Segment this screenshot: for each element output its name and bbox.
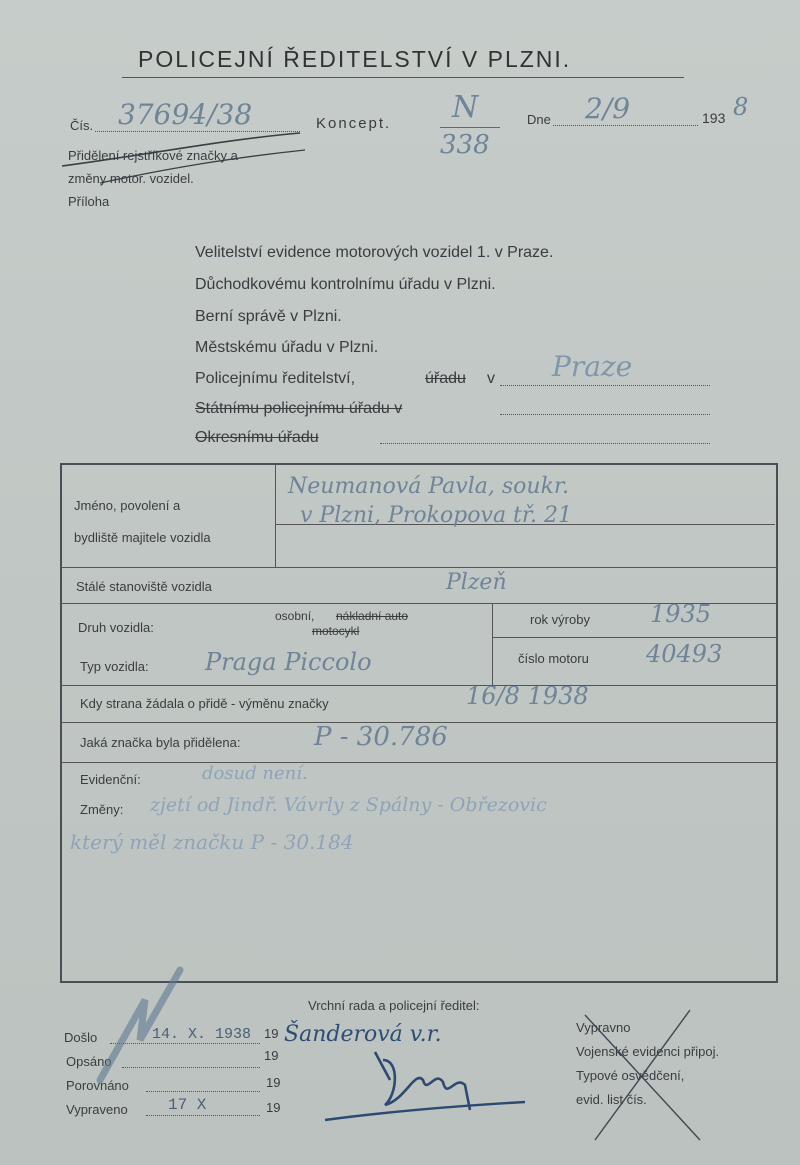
plate-value: P - 30.786 [314, 722, 448, 752]
motor-value: 40493 [646, 640, 723, 668]
porovnano-label: Porovnáno [66, 1078, 129, 1093]
recipient-police-v: v [487, 370, 495, 387]
vypraveno-line [146, 1115, 260, 1116]
vypraveno-value: 17 X [168, 1096, 207, 1114]
request-value: 16/8 1938 [466, 682, 589, 710]
cross-out-mark [575, 1005, 715, 1145]
form-row-divider-6 [60, 762, 778, 763]
signatory-label: Vrchní rada a policejní ředitel: [308, 998, 480, 1013]
dne-line [553, 125, 698, 126]
owner-value-1: Neumanová Pavla, soukr. [288, 474, 569, 499]
subject-pen-stroke [60, 128, 310, 188]
model-value: Praga Piccolo [205, 648, 372, 676]
doslo-label: Došlo [64, 1030, 98, 1045]
blue-pencil-mark [70, 960, 190, 1090]
subject-line-2: změny motor. vozidel. [68, 171, 194, 186]
recipient-3: Berní správě v Plzni. [195, 308, 342, 325]
recipient-1: Velitelství evidence motorových vozidel 1. v Praze. [195, 244, 554, 261]
koncept-divider [440, 127, 500, 128]
vypraveno-label: Vypraveno [66, 1102, 128, 1117]
cis-label: Čís. [70, 118, 94, 133]
porovnano-year: 19 [266, 1075, 281, 1090]
type-opt2: motocykl [312, 624, 360, 638]
changes-label: Změny: [80, 802, 124, 817]
recipient-police-value: Praze [552, 350, 633, 383]
evidence-label: Evidenční: [80, 772, 141, 787]
form-row-divider-4 [60, 685, 778, 686]
plate-label: Jaká značka byla přidělena: [80, 735, 241, 750]
right-typove: Typové osvědčení, [576, 1068, 685, 1083]
changes-value-1: zjetí od Jindř. Vávrly z Spálny - Obřezovic [150, 794, 547, 816]
recipient-police-label: Policejnímu ředitelství, [195, 370, 356, 387]
type-opt1: osobní, [275, 609, 315, 623]
owner-value-2: v Plzni, Prokopova tř. 21 [300, 503, 572, 528]
right-vypravno: Vypravno [576, 1020, 631, 1035]
opsano-label: Opsáno [66, 1054, 112, 1069]
document-title: POLICEJNÍ ŘEDITELSTVÍ V PLZNI. [138, 46, 572, 72]
signature-name: Šanderová v.r. [284, 1022, 442, 1047]
cis-value: 37694/38 [118, 98, 253, 131]
recipient-police-struck: úřadu [425, 370, 466, 387]
form-row-divider-1 [60, 567, 778, 568]
recipient-police-line [500, 385, 710, 386]
motor-label: číslo motoru [518, 651, 589, 666]
year-label: rok výroby [530, 612, 590, 627]
right-vojenske: Vojenské evidenci připoj. [576, 1044, 720, 1059]
recipient-district: Okresnímu úřadu [195, 429, 319, 446]
right-evid: evid. list čís. [576, 1092, 647, 1107]
year-value: 1935 [650, 600, 712, 628]
recipient-2: Důchodkovému kontrolnímu úřadu v Plzni. [195, 276, 496, 293]
model-label: Typ vozidla: [80, 659, 149, 674]
title-underline [122, 77, 684, 78]
owner-label-1: Jméno, povolení a [74, 498, 181, 513]
koncept-value-top: N [452, 90, 479, 125]
opsano-year: 19 [264, 1048, 279, 1063]
year-suffix: 8 [733, 93, 749, 121]
request-label: Kdy strana žádala o přidě - výměnu značky [80, 696, 329, 711]
year-prefix: 193 [702, 110, 726, 126]
doslo-stamp: 14. X. 1938 [152, 1026, 252, 1043]
changes-value-2: který měl značku P - 30.184 [70, 830, 354, 854]
dne-label: Dne [527, 112, 551, 127]
stand-value: Plzeň [446, 570, 507, 595]
form-col-divider-type [492, 603, 493, 685]
koncept-label: Koncept. [316, 115, 392, 132]
subject-line-1: Přidělení rejstříkové značky a [68, 148, 238, 163]
owner-label-2: bydliště majitele vozidla [74, 530, 211, 545]
recipient-4: Městskému úřadu v Plzni. [195, 339, 379, 356]
doslo-year: 19 [264, 1026, 279, 1041]
porovnano-line [146, 1091, 260, 1092]
form-row-divider-3 [492, 637, 778, 638]
priloha-label: Příloha [68, 194, 110, 209]
koncept-value-bottom: 338 [440, 130, 490, 160]
recipient-state: Státnímu policejnímu úřadu v [195, 400, 403, 417]
form-col-divider [275, 463, 276, 567]
handwritten-signature [305, 1040, 535, 1130]
type-opt1b: nákladní auto [336, 609, 409, 623]
dne-value: 2/9 [585, 92, 631, 125]
recipient-district-line [380, 443, 710, 444]
stand-label: Stálé stanoviště vozidla [76, 579, 212, 594]
vypraveno-year: 19 [266, 1100, 281, 1115]
type-label: Druh vozidla: [78, 620, 154, 635]
evidence-value: dosud není. [202, 763, 308, 784]
recipient-state-line [500, 414, 710, 415]
